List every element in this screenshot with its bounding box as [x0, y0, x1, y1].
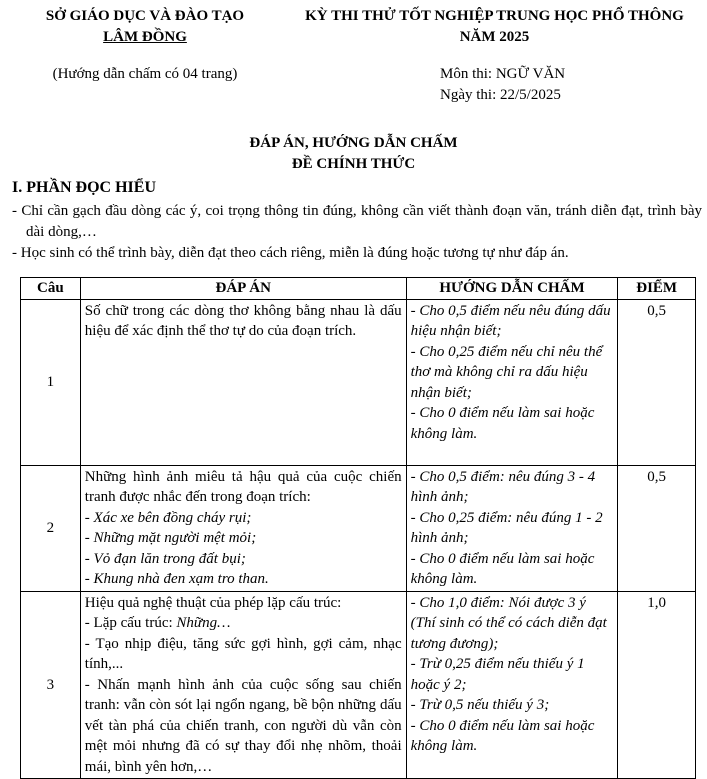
- department-name: SỞ GIÁO DỤC VÀ ĐÀO TẠO: [45, 8, 245, 24]
- table-header-row: [21, 278, 696, 300]
- question-number: 2: [21, 465, 81, 591]
- answer-intro: Hiệu quả nghệ thuật của phép lặp cấu trúc:: [84, 594, 342, 611]
- guide-item: - Cho 1,0 điểm: Nói được 3 ý (Thí sinh có thể có cách diễn đạt tương đương);: [410, 594, 607, 652]
- note-item: - Chỉ cần gạch đầu dòng các ý, coi trọng thông tin đúng, không cần viết thành đoạn văn, tránh diễn đạt, trình bày dài dòng,…: [12, 203, 702, 240]
- guide-item: - Cho 0,25 điểm nếu chỉ nêu thể thơ mà không chỉ ra dấu hiệu nhận biết;: [410, 343, 603, 401]
- header-dap-an: ĐÁP ÁN: [80, 278, 406, 300]
- guide-item: - Cho 0 điểm nếu làm sai hoặc không làm.: [410, 550, 595, 587]
- struct-value: Những…: [176, 615, 231, 631]
- guide-item: - Cho 0,5 điểm: nêu đúng 3 - 4 hình ảnh;: [410, 468, 596, 505]
- answer-item: - Xác xe bên đồng cháy rụi;: [84, 509, 252, 526]
- answer-item: - Nhấn mạnh hình ảnh của cuộc sống sau chiến tranh: vẫn còn sót lại ngổn ngang, bề bộn những dấu vết tàn phá của chiến tranh, con người dù vẫn còn mệt mỏi nhưng đã có sự thay đổi nhẹ nhõm, thoải mái, bình yên hơn,…: [84, 676, 402, 775]
- struct-prefix: - Lặp cấu trúc:: [84, 615, 177, 631]
- section-title: I. PHẦN ĐỌC HIỂU: [12, 179, 157, 196]
- score-cell: 0,5: [618, 299, 696, 465]
- title-line1: ĐÁP ÁN, HƯỚNG DẪN CHẤM: [249, 135, 458, 151]
- question-number: 1: [21, 299, 81, 465]
- answer-cell: [80, 299, 406, 465]
- section-notes: [12, 201, 702, 264]
- header-cau: Câu: [21, 278, 81, 300]
- exam-info: [440, 64, 565, 106]
- answer-cell: [80, 465, 406, 591]
- score-cell: 0,5: [618, 465, 696, 591]
- guide-item: - Cho 0,5 điểm nếu nêu đúng dấu hiệu nhận biết;: [410, 302, 611, 339]
- guide-pages-note: (Hướng dẫn chấm có 04 trang): [52, 66, 238, 82]
- guide-item: - Cho 0 điểm nếu làm sai hoặc không làm.: [410, 717, 595, 754]
- table-row: [21, 465, 696, 591]
- score-cell: 1,0: [618, 591, 696, 779]
- table-row: [21, 299, 696, 465]
- guide-item: - Trừ 0,25 điểm nếu thiếu ý 1 hoặc ý 2;: [410, 656, 585, 693]
- header-huong-dan: HƯỚNG DẪN CHẤM: [406, 278, 618, 300]
- exam-title-block: [282, 6, 707, 48]
- exam-title-line2: NĂM 2025: [459, 29, 530, 45]
- note-item: - Học sinh có thể trình bày, diễn đạt theo cách riêng, miễn là đúng hoặc tương tự như đáp án.: [12, 245, 569, 261]
- issuer-block: [10, 6, 280, 48]
- answer-item: - Vỏ đạn lăn trong đất bụi;: [84, 550, 246, 567]
- answer-text: Số chữ trong các dòng thơ không bằng nhau là dấu hiệu để xác định thể thơ tự do của đoạn trích.: [84, 302, 402, 339]
- table-row: [21, 591, 696, 779]
- province-name: LÂM ĐỒNG: [103, 29, 187, 45]
- guide-cell: [406, 591, 618, 779]
- answer-intro: Những hình ảnh miêu tả hậu quả của cuộc chiến tranh được nhắc đến trong đoạn trích:: [84, 468, 402, 505]
- answer-item: - Những mặt người mệt mỏi;: [84, 530, 257, 546]
- answer-item: - Tạo nhịp điệu, tăng sức gợi hình, gợi cảm, nhạc tính,...: [84, 635, 402, 672]
- guide-item: - Trừ 0,5 nếu thiếu ý 3;: [410, 697, 550, 713]
- exam-subject: Môn thi: NGỮ VĂN: [440, 66, 566, 82]
- header-diem: ĐIỂM: [618, 278, 696, 300]
- answer-item: [85, 613, 402, 634]
- document-title: [0, 133, 707, 175]
- question-number: 3: [21, 591, 81, 779]
- title-line2: ĐỀ CHÍNH THỨC: [291, 156, 416, 172]
- answer-item: - Khung nhà đen xạm tro than.: [84, 571, 269, 587]
- exam-date: Ngày thi: 22/5/2025: [440, 87, 561, 103]
- answer-table: [20, 277, 696, 779]
- guide-item: - Cho 0,25 điểm: nêu đúng 1 - 2 hình ảnh;: [410, 509, 603, 546]
- exam-title-line1: KỲ THI THỬ TỐT NGHIỆP TRUNG HỌC PHỔ THÔNG: [305, 8, 684, 24]
- guide-item: - Cho 0 điểm nếu làm sai hoặc không làm.: [410, 405, 595, 442]
- answer-cell: [80, 591, 406, 779]
- guide-cell: [406, 299, 618, 465]
- guide-cell: [406, 465, 618, 591]
